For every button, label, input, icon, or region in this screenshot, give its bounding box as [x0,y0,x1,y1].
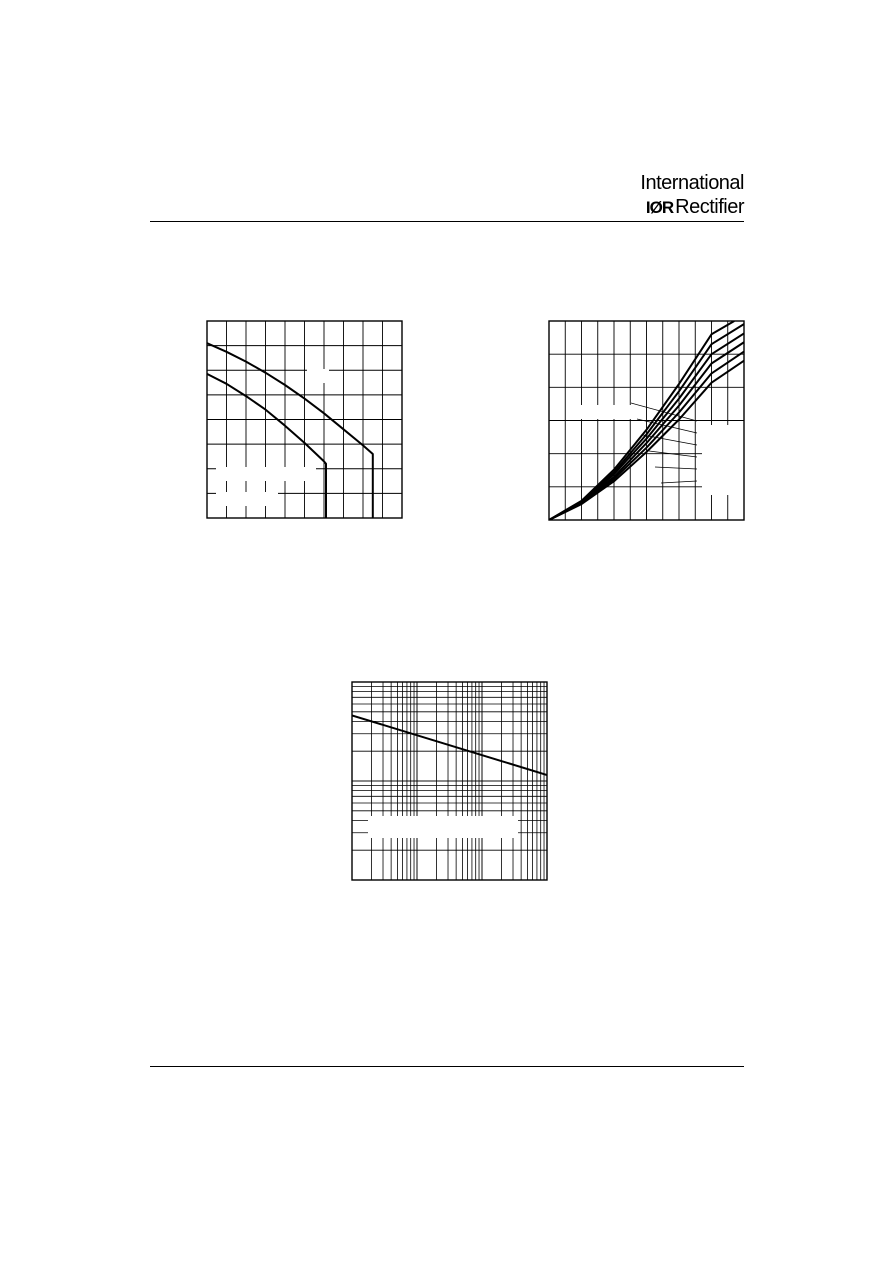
chart-left [200,314,410,526]
chart-bottom-grid [352,682,547,880]
label-mask-3 [307,369,329,383]
label-mask-1 [216,467,316,481]
ior-logo-mark: IØR [645,197,674,217]
brand-word-rectifier: Rectifier [675,196,744,218]
label-mask-1 [368,816,518,838]
header-rule [150,221,744,222]
footer-rule [150,1066,744,1067]
chart-bottom [346,676,556,888]
brand-logo [560,170,744,222]
label-mask-1 [569,405,634,419]
legend-leader-line [655,467,697,469]
series-decay-line [352,715,547,775]
label-mask-2 [216,492,278,506]
chart-right [543,314,753,526]
label-mask-2 [702,425,746,495]
brand-name-line2 [646,196,744,219]
brand-name-line1: International [640,172,744,194]
